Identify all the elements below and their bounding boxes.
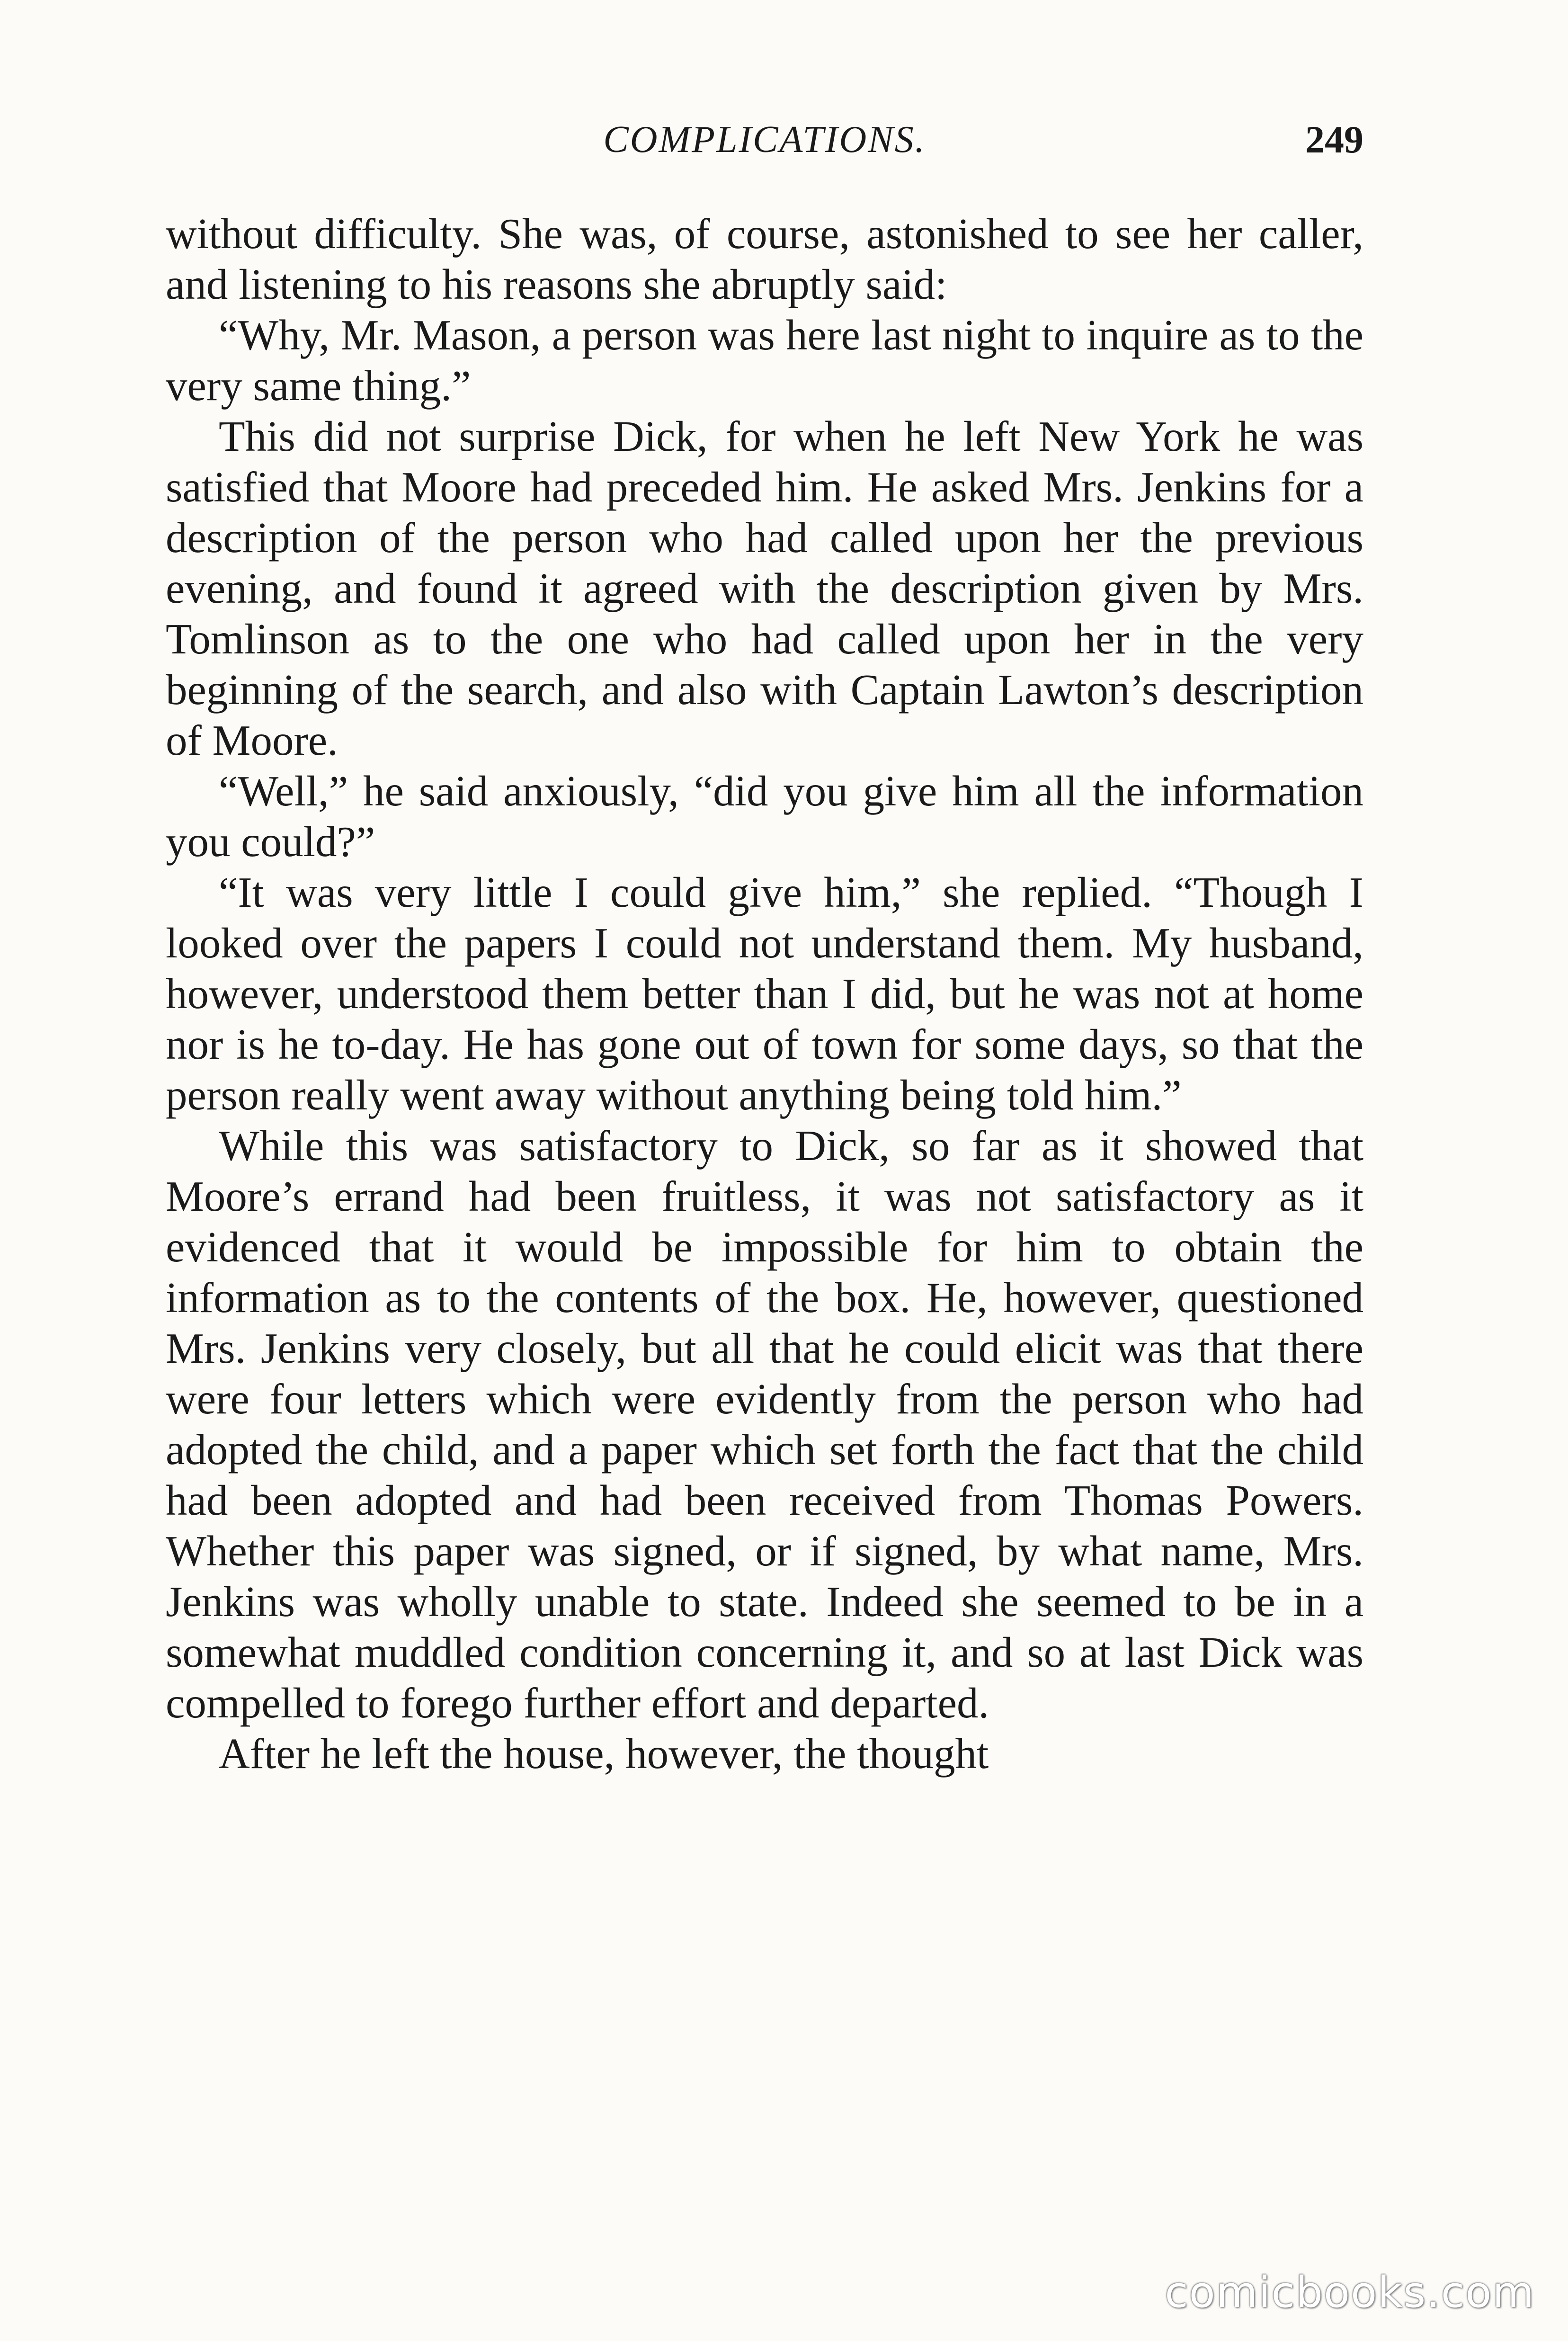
running-head <box>166 114 1363 166</box>
paragraph-3: This did not surprise Dick, for when he left New York he was satisfied that Moore had preceded him. He asked Mrs. Jenkins for a description of the person who had called upon her the previous evening, and found it agreed with the description given by Mrs. Tomlinson as to the one who had called upon her in the very beginning of the search, and also with Captain Lawton’s description of Moore. <box>166 412 1363 764</box>
paragraph-1: without difficulty. She was, of course, astonished to see her caller, and listening to his reasons she abruptly said: <box>166 210 1363 308</box>
paragraph-4: “Well,” he said anxiously, “did you give him all the information you could?” <box>166 767 1363 866</box>
running-title: COMPLICATIONS. <box>603 119 926 161</box>
watermark: comicbooks.com <box>1165 2268 1535 2317</box>
paragraph-7: After he left the house, however, the thought <box>219 1730 989 1778</box>
paragraph-5: “It was very little I could give him,” she replied. “Though I looked over the papers I could not understand them. My husband, however, understood them better than I did, but he was not at home nor is he to-day. He has gone out of town for some days, so that the person really went away without anything being told him.” <box>166 868 1363 1119</box>
paragraph-2: “Why, Mr. Mason, a person was here last night to inquire as to the very same thing.” <box>166 311 1363 410</box>
body-text <box>166 208 1363 1779</box>
page-number: 249 <box>1305 118 1363 161</box>
paragraph-6: While this was satisfactory to Dick, so far as it showed that Moore’s errand had been fruitless, it was not satisfactory as it evidenced that it would be impossible for him to obtain the information as to the contents of the box. He, however, questioned Mrs. Jenkins very closely, but all that he could elicit was that there were four letters which were evidently from the person who had adopted the child, and a paper which set forth the fact that the child had been adopted and had been received from Thomas Powers. Whether this paper was signed, or if signed, by what name, Mrs. Jenkins was wholly unable to state. Indeed she seemed to be in a somewhat muddled condition concerning it, and so at last Dick was compelled to forego further effort and departed. <box>166 1122 1363 1727</box>
